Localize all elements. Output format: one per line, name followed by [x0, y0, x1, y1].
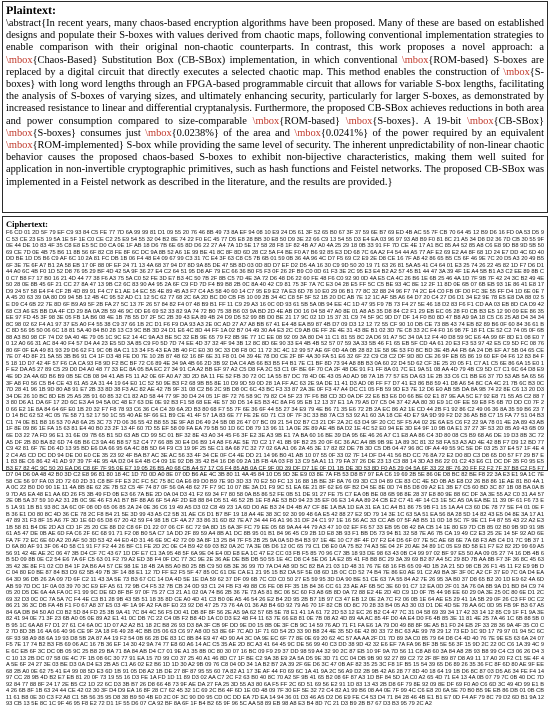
mbox-highlight: \mbox — [6, 140, 33, 152]
plaintext-box — [2, 1, 548, 213]
plaintext-segment: {0.0241%} of the power required by an equivalent — [320, 127, 545, 139]
mbox-highlight: \mbox — [252, 115, 280, 127]
plaintext-segment: \abstract{In recent years, many chaos-based encryption algorithms have been proposed. Many of these are based on established designs and populate their S-boxes with values derived from chaotic maps, following conventional implementation strategies to enable comparison with their original non-chaotic counterparts. In contrast, this work proposes a novel approach: a — [6, 18, 544, 54]
plaintext-segment: {0.0238%} of the area and — [171, 127, 295, 139]
mbox-highlight: \mbox — [401, 54, 429, 66]
mbox-highlight: \mbox — [345, 115, 373, 127]
mbox-highlight: \mbox — [503, 66, 530, 78]
plaintext-segment: {S-boxes} consumes just — [32, 127, 146, 139]
mbox-highlight: \mbox — [467, 115, 494, 127]
mbox-highlight: \mbox — [294, 127, 321, 139]
ciphertext-body: F6 CD 01 2D 5F 79 EF C9 93 84 C5 FE 77 7D 6A 99 99 81 D1 09 55 20 76 46 8B 49 73 8A EF 94 08 10 E9 24 D5 61 3F 52 65 B0 67 3F 37 59 6E B7 69 ED 4B AC 55 7F CB 70 64 45 12 B9 D6 16 FD 0A 53 D5 9C 53 CE 23 E5 19 5A 1E 5F 1E C0 CE C2 25 E9 54 55 32 04 B2 8E 74 22 F0 EC 45 77 D5 E8 28 BB 30 E8 50 D9 3E 22 66 C9 13 54 55 D3 E4 EA 03 96 97 93 A8 B9 F0 81 8C 21 A5 34 D8 D2 36 7D CB 30 55 9F 0E 44 DE 10 83 4F 35 C8 E8 E5 5C D0 CA 0E 1F AB 18 D6 7B 6E 65 8D D6 22 27 A4 7A 1D 5E 17 58 28 F8 1F 82 4B A7 A0 4A 25 29 18 0B 33 91 FF 7D CE 4E 17 A1 BC 85 A4 52 85 A8 C6 E8 9D B8 9D 5B 50 69 CE 7D 0E 4B 75 B6 11 8B 56 6F 82 C8 FE 8F 6C DC 9A 8B 52 A6 1E 99 BE 41 8C 8F 8D 6D 28 C2 5A F4 BE F0 A7 B6 92 85 E3 DD 68 7C 6A A2 F4 54 44 A5 77 AF E2 69 E2 A4 8F 68 1D 24 E7 DD 4C 6D 40 DD BE 1D D5 B6 C9 AF 6C 10 2A 81 FC DB 1B 06 F4 48 E4 09 67 99 C3 31 7C E4 3F 63 C8 C5 7B 6B 01 59 0B 36 4A 96 4C D7 F5 69 C2 E9 2E D8 CE 16 7F A8 42 86 65 B5 C5 6F 46 9E 7C 20 D5 A3 20 49 B5 6F 3E 7E 6F A7 B1 2A 58 EB 17 0F 88 0F EF 24 71 13 4A 68 37 94 D7 8D 9A 85 DE 47 5B 8D 03 0D 8D D7 EF D2 D5 4A 16 30 C9 9D 50 20 19 71 63 26 81 5A A5 41 C4 64 01 E3 25 74 26 22 45 82 1D F7 D6 D1 44 A0 6C 4B F0 1D 52 D8 76 95 29 BF 4D 42 5A 9F 36 27 E4 C2 64 51 95 D8 AF 79 EC 66 36 B0 F5 F3 0F 26 2F B9 C0 0D 61 F3 3E 2C 95 E3 E4 B2 A2 57 45 B1 44 47 3A 39 4F 1E A4 5B B1 A3 C2 EE 89 8B C0 C7 B8 F7 17 B0 16 21 4D 44 77 38 F6 A3 75 5A C0 52 FE 3D E7 B3 4C 50 7B 2F 8B C5 7D 4E 3A 72 D6 48 D6 22 60 FE 48 F6 C0 92 90 0D 4A E5 CA 4C 26 B6 1E 6B 25 46 4A 1D 7F 9B 7F 42 24 3C B2 49 4E 50 28 0E 8B 45 6F 21 CC 27 8A 47 13 9B C2 6C 83 90 A4 95 2A 6F C9 FD 7D F4 B9 B8 2B 0C 8A 40 42 C9 81 75 3F 7A 7C E3 04 28 E5 FF 5C C5 BE 93 4C 8E 12 2F 11 8D 0E 6B 07 6B EB 93 1E 86 41 E8 17 D9 24 57 58 E4 F4 CF 2B 4D 89 91 F4 C7 E1 AE 14 EC 55 4E 89 45 A3 F7 C4 A5 58 40 60 14 C7 95 E9 E2 7A E3 6D 78 10 E0 29 06 B1 77 8C 32 88 24 96 F7 74 2C E4 C0 FB 0F D0 FC 3E 55 FF D4 1D 6E 0E 7A 45 20 63 39 0A 80 D9 94 5B 12 4B 4C 95 52 AD C1 12 5C 62 77 68 2C 6A 2D BC D0 CB FB 10 09 2B 34 4C C8 5F 5F 52 1B 20 DC AB 7E 12 1C AF 5B A6 64 D7 20 C4 27 D6 D1 34 E2 9E 78 E5 E8 DA 88 02 5E D9 C4 6B 22 7E 8D 6F B9 A9 5F 2B FA 27 5C 13 7F 26 57 84 82 F4 07 48 B9 B1 FF 11 C9 29 A3 16 0C 0D 93 61 5B 5A 0B 94 EE 4C 1D 47 95 F9 7B 73 F4 27 5E 46 18 D2 83 F6 F1 CD AA 03 EB 8D CA D9 42 68 C3 A6 E5 BB DA 4F CD 29 8A 0A 2B 59 46 9C 0D E6 69 52 33 82 9A 74 72 B0 75 38 B6 03 9A BD 2D 4E AB D0 16 04 58 47 A0 8E 01 A8 A5 35 D8 84 C2 F1 29 EB EC 05 28 F0 CB B3 E5 12 90 09 EE 86 35 EE 97 FD 45 3F 98 3E 05 FB 1A B6 08 4E 1B 7B 55 D7 2F 5C 2B 39 43 EA 89 4B 24 D9 D5 52 99 8B D0 BE 21 17 9C 02 1D 15 37 31 C9 74 5F 9C 9D D7 DF 14 F0 B0 8D 47 B8 A9 9A 18 C5 C6 25 A8 D4 34 34 8C 98 02 62 F4 A1 97 37 E5 A0 F4 55 38 C9 37 66 1B 2C D1 F6 F9 DA 93 A3 2E 0C AD 27 A7 A8 BB 67 41 E4 48 EA B9 87 4B D7 09 D3 12 12 72 55 CF 90 10 DB CE 73 8B 43 74 EB 82 89 B6 0F 60 84 36 61 BC 8D 56 95 50 06 6C 18 81 5A 40 84 B0 28 13 C3 9C BB 3D 24 D1 E6 4C 8D 44 FF 1A 02 B7 04 49 30 A4 E3 2C C9 AB 0E FF 2E 4E 31 43 8E B1 02 3D 7E C8 33 2C F4 F0 16 98 7F 18 F1 CE 52 C2 74 05 0F 6B 88 A3 B0 98 CF 74 D2 9A 40 4E 79 05 1C 9C E2 14 4C 9A A3 BE 5C 32 EB 9E 65 79 F2 8B 9E 77 1C EE 08 92 09 3A 80 D4 11 C1 81 55 8C 2A D6 91 A7 5C 34 0A 12 F4 40 D8 59 9C E6 4A 99 6F 8D E1 08 E0 70 12 A0 66 31 AC 84 40 F4 57 D4 A4 23 E5 5D 3A 85 C9 F0 5D 7D 74 EE 4D 37 32 4F 94 3B 12 8C 8D 6E 90 33 E4 4B 4B 52 57 07 59 3A 33 5B 46 F1 65 EB 5F CD 4A 61 20 E3 F3 53 97 42 E5 C9 5D FC 08 76 80 6F 0F EA 49 81 93 29 D6 62 F1 9C 0B 8A C1 13 34 F5 43 EA 3B 40 FC E0 30 9C 33 D8 F8 0C 11 72 3C 4C 12 99 57 AE 6F 0D 4A 0B 28 82 1E 58 9E 53 F0 8C BD 3E 4B A4 FB 6A 24 DB EF A7 5B 04 65 CE 7E 07 4D 8F 21 5A 55 3B B6 91 C4 1F D3 48 FE D0 7E 10 2B 87 48 62 16 8F 6E 31 F8 01 04 39 4E 78 D0 CE 2F 8F 4A 30 FA 51 E6 32 6F 22 C9 C8 C2 DF 9D 8D CE 26 9F EB 65 86 19 60 EF 04 F6 12 83 84 F5 18 1D D7 42 4F 57 F6 CA CA 93 F8 9D F2 BC BF 72 C6 89 4E 34 9A 4B 66 2D 3B 92 DA C4 AB 66 B3 B5 F4 B1 7E C1 BF 8D 73 94 A8 8B B3 0A 60 22 D4 5D 62 CF 3E 25 20 05 F1 C7 A1 C5 6E 86 6A 15 E0 1F E2 DA A5 27 89 C5 29 D0 D4 A0 48 77 33 EC 8A 05 BA EC 27 34 91 CA A2 BB EF 97 A2 C5 D8 FA 2C 53 C1 0F BE 6F 70 CA 2F 48 DE 91 F1 FF 8A 01 7C E1 9A 51 08 AA 4D 79 4B C9 5D C7 C1 6C 64 D8 E9 4E 9D 2A 4A 6D B6 B9 0B 5E CB 08 94 41 AB F5 11 A2 0E 6F A0 A7 3D 2D 8A 11 FE 52 FB 30 72 0C 1A 55 B7 DC 78 4D 0E 43 05 A0 AD 98 7A 1B 77 57 E5 DA 63 1E 2B 33 C6 C1 BB E6 37 7D 53 AB 5A 65 56 3F A8 F0 56 C5 B4 CE 43 61 A5 2A 31 44 19 64 E0 1C 52 50 9E B3 F2 68 9B B5 8E 10 D9 9D 59 0D 28 1A FF AC 63 2E 9A DE 11 41 D3 AD 08 FF F7 D7 41 E3 86 B8 59 41 D8 A6 54 8C CA 4C 21 7B 6C B3 0C 7D 28 41 96 1B 9D 80 A8 91 E7 2B 33 8D 38 F3 AC 82 AE 42 7B 9F 31 08 C2 B6 2C 9B D8 0C 6C 43 BC F3 33 87 2A 3E 0F F3 47 A4 DC C1 05 FB 59 9D E3 7E 12 D6 E0 AB 5B DA 8A 9B 74 22 8E C6 13 20 D3 34 DE 26 10 BC 8D EB 25 A5 2B 91 60 85 32 C1 82 AD 58 44 77 9F 30 D4 24 05 1F 8F 72 76 58 9C 79 82 C4 5F 23 7F F6 B8 CD 3D 0A DF 22 E6 B3 E6 D0 66 BE 02 E1 87 9E AA 5C E7 92 E8 71 55 A5 C2 88 73 80 D6 A1 DA 6F 17 2D 6C E3 A4 94 5A 0C 48 E7 63 DE 0E 92 B3 F1 58 68 EE 4E 57 30 D5 14 E5 B3 4C 8A F6 95 EB 12 13 37 E1 1A 79 A5 D7 C5 04 37 42 AA 80 30 E9 1C 0F EE 59 E8 F5 6B 7D DD C0 7F 20 66 E2 1E 8A 84 64 6F E0 1B 20 32 F7 F8 78 93 C6 36 C4 C4 39 6A 2D B3 80 68 F7 55 7F 6E 36 6F 44 55 27 34 E9 79 4E B6 71 35 E6 72 2B 2A EC 86 A2 1E CD 44 2B F1 92 86 C2 49 06 36 8A 35 59 B6 23 7D 14 BC 62 52 4C 05 7E 58 71 52 17 50 1C 55 40 AE 5F 66 E1 B9 CE 41 4F 57 1A 83 6E 77 FE 2E 6D 71 C3 0F 7F 3C 33 B8 7A C3 53 92 A1 60 3A 18 CE 4D E7 9A 9D 99 F2 D2 36 A5 B8 C7 15 FA 77 51 04 B3 C1 74 0E B1 B8 16 53 70 A8 6A 25 3C 73 7D 06 36 55 42 B8 55 3E 9F A8 D6 49 24 5B 08 26 47 07 BC 09 21 54 D2 B7 C3 21 DF 2A 2C 63 D4 9F 20 CC 5F F5 A4 02 2E 6A E5 C6 F2 22 9A 78 01 4E 2A 89 43 AB 1F 8E 09 86 1E FA 15 63 81 E4 40 B0 23 2F 13 4F 60 7D 55 EF 58 09 FA EA 79 5B 50 1D 6C D8 79 13 96 11 1A 0E 2E 89 AE 4B 8A D2 1E 4C 52 E0 94 EE 3D E4 9F 10 9B 0A E1 37 27 3F 53 2D 85 A9 43 6B 09 6E D3 22 7A FD 96 E1 31 6E 09 7B 65 B1 5D 63 AB CD 99 5C 01 BF 32 8E 43 A0 34 45 F6 3F E2 3E A3 9B E1 7A BA 60 16 BE 39 DA 95 6E 46 26 A7 C1 E8 AA 86 C4 3D 80 08 C5 B9 68 A6 DE 19 D3 8B 3C 72 A5 DF 2B 80 BA 82 6D 74 6B B6 C3 9A 46 B8 57 52 C4 77 66 8B 30 E4 D6 B9 14 A8 F6 AE 5E 7D C2 17 41 8B 9F B2 25 20 0F 6C 36 AC A4 8B 9B 9E 1A 89 3C 81 32 58 FA 53 A3 AD 4E 42 8B F7 D9 12 BD 77 C9 42 81 6F 7E D6 4D 13 95 BD E6 DA 66 95 6A 4C 8B 5D 64 F9 C3 19 9F 25 5E C1 8A 68 7C 32 77 02 6A A1 06 2A 45 3E 17 82 82 DE 7B 3D C5 DB 04 47 96 8C 0F A4 49 55 9C 5E DF 03 25 37 E4 57 1F 4E 42 C4 A5 CD DC DD 94 DE D0 E0 CE 35 23 92 4F BA B7 AC 3E AC 56 33 4F 34 CE 0F C4 4E DD 21 14 96 B0 41 AB 10 07 55 0F 33 02 7F 14 DF D4 41 56 BD CC 76 8A 72 E2 D0 8D C3 D8 65 D0 57 F7 29 B7 E1 83 8E C6 86 42 41 AD 97 39 7F 4E 95 4A D2 04 E4 4B C4 09 1E 92 DB 35 42 B4 16 D8 09 2A 1B FB 4A 03 F8 13 C9 5A A1 11 79 FA 37 26 DE 23 13 C3 88 14 3D A3 B6 22 01 C2 43 E6 C1 DC DF 35 F0 95 E5 B3 E7 82 4C 9C 50 20 EA D6 C8 6F 7F 95 0E E7 19 05 26 B5 A0 68 CB A4 57 17 C6 F4 85 AB 0A CF 9F 0D 39 DF D7 1E 0F D1 1B DE 3D 53 8D F0 A5 29 04 5A 6F 33 22 8F 76 20 FF F2 F2 7F 37 B8 C2 F5 F7 D7 04 D6 0A 48 42 B0 3D C2 E8 96 81 80 18 4C 1D 7D 0D A0 8E 07 0D B6 AE 4C 3B 80 11 4A 45 84 10 D5 9D 3E E9 03 8E 7A FB 53 D8 B7 97 EA C6 19 69 2B 5E 86 0E D8 BC 82 BE F8 22 3A E3 E1 9A 1C 7E 58 CE 56 97 FA 03 2D 72 60 2D 31 C8 BF FF E3 2C FC 5C 75 8C 0A E6 89 D0 B9 7E 9D 3D 33 70 E2 50 FC 13 16 88 1B BE 3F 8A 76 09 3D C3 04 89 CE 83 CC 4E 5D 0B A5 E8 D2 26 B8 86 1E AE 81 B0 4A 1A 0C 22 B0 D0 90 1E 11 4A 8B 8E 62 2E 7B 52 C5 4F 74 87 0F 56 0A 48 62 7F F7 9C 10 07 8E 3A D1 F9 9C 51 EA 6E 21 8F 62 E6 6F B2 D4 5E 8E 0D 74 B5 D8 09 A2 E1 3B E7 C5 60 BD 3C 87 1B 08 BA 0A B9 7D A5 EA 48 E1 AA 6D 26 F5 3B 49 FD 0B E3 66 7A BE 2D 0A 04 D3 41 F2 69 34 F7 80 58 0A B5 86 52 FE 0B 51 DE 91 27 FE 75 C7 EA 0B BE 08 6B 98 8E 28 37 E8 80 9E 88 6C DF 3A 3E 55 A2 C0 31 A4 57 2E 0B 5A 37 59 10 A2 31 2B 0C 9E 46 F3 A1 B7 BF 88 A6 6F 54 AF 2D E8 88 84 D5 51 46 52 2B 1E F8 AE 53 BD 94 23 35 EF 06 E3 14 AA 89 24 CB E2 C7 41 4F 14 C3 1E 5C A5 0A EA BE 11 39 0F 61 F6 73 E5 1A 91 1B B1 93 8C 3A 6C 0F 08 0D 65 06 85 2A 24 0E 36 C6 19 49 A5 D3 02 C8 49 23 1A 6D D0 AE B3 24 D4 4B A7 CF 8E 1A BA 1D EA 31 EA 1C A4 B1 86 75 9B F1 15 1A A4 C3 60 DE 78 77 5E F4 01 0E FB 36 E1 D0 80 8C 4D 36 CE 78 2C F8 B4 21 5E 3D 99 43 A5 C2 5B 31 AE C6 D1 B7 BF 19 18 A4 4E 38 3C 92 30 99 48 6A E5 42 88 27 E2 9D 79 14 3E 1C 63 5A 51 EA 56 8A 28 5D 14 82 43 E5 04 8E 3A 17 A1 47 89 31 F3 8F 15 A6 7F 3D 1E 6D 65 D8 67 20 42 59 F4 98 1B CF 4A 27 33 86 31 6D 82 7E A7 34 44 F6 A1 96 31 DF 24 C1 97 1E 16 56 AC 33 CC AB 07 5F A8 B5 11 0D 18 5C 7F 9E C1 F4 87 55 43 22 A2 E3 1B 58 81 B4 DE 2D A3 CD 1F 25 20 CE 88 D2 C8 6F D1 22 07 06 CF 6C 72 9A 8D 15 6A 3F FC 79 EE 05 68 9A A4 44 79 A3 47 10 02 EF F6 57 33 EB 95 08 42 8A CB 14 1E 80 E9 7D CB 85 02 B0 9B 9D 91 9B 61 A5 47 DE 0B AE 6D FA C6 2F 6C 68 91 71 F2 08 B0 5A C7 1A DD 2F 89 59 A4 8B A1 DC 8B 95 01 B1 84 96 45 C9 2B 1D E8 3B 93 F1 BB D5 73 94 B1 32 58 7E A6 7B CA 19 49 C2 E3 25 2E 14 5F 92 AD 6E FA 7F 72 EC 6E 60 A2 20 AF 50 3D 53 42 44 E0 4D 31 46 6E 9C 42 72 09 3A 8F 13 25 84 7F F5 2B 25 9A 0A 5D B4 B3 97 1E 4E 10 C7 8F 4F D7 F2 E4 D5 6F 07 7E 5C AE 68 6E 7A 68 F3 AB C4 D1 7C 9B 37 1D 6A 80 AF 91 3F 06 4D 58 C1 91 F7 F2 44 26 BF C1 FE 2D 2C 0E C4 B9 42 69 03 B2 0A 2C 7A 3E 0B D6 12 0C 65 79 C1 D8 E0 0A 75 B2 74 A3 5E 04 2F 20 AE 34 89 1C 05 E9 8D 58 E1 F7 E2 82 2D 99 69 A5 56 91 42 4E AE 2C 06 47 3B D4 CF 7C 43 67 1D DF E7 C1 3A 95 48 5F 6A 9E 04 E4 0D E8 EA 1C 47 E2 CC 03 FB F5 85 70 96 C7 3B 18 93 DE 98 63 43 0B C4 99 97 02 BF 97 E5 50 AA 09 05 27 74 16 DB 4B 6B 5D 09 8B 0E C2 54 E6 7A 6F C5 63 01 F2 79 A2 ED 38 F4 0F DC 77 3C 9E 2E 36 AE DE BB DB 50 55 1E 4C D8 C4 5E D6 1A E2 85 41 F8 B8 8C 29 3A 39 69 B2 87 A4 5C 29 8D 7B AA 8B F7 3F 36 8C 45 63 35 42 3E 8E F1 02 CD B4 1F 2A B6 A4 57 CE 98 1E 18 4B 2A B5 A0 B0 25 8B C9 50 6B 3E 36 99 7D 7A D4 A8 9D 5C 82 BA 21 03 1D 48 31 76 7E 68 16 FB 65 09 4D 1B 2A 21 5D 98 CB 26 F1 45 11 F2 E9 9B DC 04 80 E0 BE 87 84 B3 D9 62 5B 49 7B 3F 14 88 E1 12 7D FF E2 F5 5F 47 85 0C 61 DE CA E1 21 95 15 B2 DA 5F 5E 08 6D 1B 0C CD 52 74 B4 7E 86 E0 AE 91 C2 A9 BA 3F 3F 0C A2 CF 37 E0 7C 0A D4 EA 64 3D 96 DB 26 2A 09 7D 6F C2 11 43 3A 5E 73 B3 67 CC 14 DA 4D 5E 1E DA 59 62 37 DF 09 6B 7C CD C0 50 27 E5 59 95 3D DA 90 BE 51 CE 63 7A 55 84 A2 7E 26 95 3A B0 37 D8 65 B2 20 1D E9 62 4A 6D AB 59 7D DC 1F 0A 03 39 70 3C E9 EF A5 61 72 9B C4 F5 32 7B CB 24 0D 93 C1 24 FB F3 49 88 C6 FE 08 FF 35 1B 84 36 CC 61 23 AE AF 6B 5C 3E 60 91 C7 12 EA 0D 2F 01 3A 76 0A 8B 9A D1 BD 84 C9 74 05 20 D5 DE 6A 4A FA 0C F1 99 9C DE 6D 8F BF 97 0F 75 27 C3 21 A1 02 0A 74 B6 2B 36 7E 73 A5 81 BC 06 5C 60 F3 A8 6B 8D 0A 72 88 E2 4E 2D 4D C9 1D 0F 7B 44 98 EE 60 29 0A 3E 25 0C 80 6E D1 2C 69 32 D3 0C 0C 7A 5A 7C F4 4E C3 B1 28 9B 43 5B 51 18 35 8D CE A0 4D 41 C3 B0 0E A5 46 54 26 E2 B4 2D 95 2B B7 1B 97 C3 47 EB 12 0E 2A 7C F2 06 0B 1E 64 AE E5 29 41 1A 5B 29 0F 26 C3 FF 0C C2 86 21 36 3C DB FA 4B F1 F0 67 A8 37 E5 03 4F 1A 9F A2 FA 8F E0 23 92 D8 47 25 73 76 4A 01 36 A8 B4 6D 92 79 A6 70 1F 82 CB 0D 8C 70 28 33 B4 05 A3 30 03 D1 DE 4D 5E 78 AA 6C 0D 95 FB 9F B3 67 A5 84 6A DB 84 50 A0 C0 B2 5D 84 FD 25 3B 9A 41 7C 84 4C 56 F5 D0 41 DB 8F 8F 56 2E A5 9A 62 57 6B 5E 78 E1 41 1A 61 72 2D 53 12 EC 26 B2 C4 47 7C 31 04 58 69 39 34 17 42 33 14 12 85 C9 1F F1 9A 3E 82 41 94 0E 71 3F 23 6B A0 05 0E 89 A2 E1 41 0C DB 7C 22 C4 0B F2 B8 4D 1A C0 D3 E2 48 F4 11 63 7E 66 E8 81 0E 7B 08 A2 4D 89 4A AC 85 4F D0 4A E4 D0 F6 4B 85 3E 11 81 4E 25 7A 46 1C 6B 88 5B 0B 95 1C 6A A8 F7 D1 27 61 C4 6A 0C 1D 07 A2 A2 B1 18 2C B8 26 93 D3 8A 3F CB 9F DD 9E D0 15 8B 0E 3F CB 9C 14 59 76 AD 71 F1 FA E6 1A 79 D0 49 88 8F 9E A5 B1 F0 24 EB 2F 33 28 36 9A 4F 35 C0 C2 7D 8D 3B 16 4A 66 40 96 CE 9F 2A 18 F6 49 28 4C BB D5 06 63 C6 97 A8 0D 53 8E 6F 7C AD 1F 71 6D 54 2D 33 90 B8 24 4E 35 5D 6E 42 80 33 72 BC 63 AE 99 78 29 12 73 ED 1C 9D 17 79 97 01 94 5C 6C 6F 93 98 A9 88 6A 19 93 D8 5B 2A 87 A4 19 F2 54 0B 66 28 DE 83 1C 8B 84 E9 47 4D 90 A4 3C 0A 9E EC 6F 77 8E 0E 69 20 62 4C 57 AA AA 2F D1 7D 89 3A C0 85 79 64 D8 C4 4D 40 76 7E 9E E5 63 6A 24 07 F5 7E 17 74 B2 B3 FB 69 06 AC 16 7B 36 EF 14 30 42 9A 74 77 E8 60 A6 14 AC C5 35 AE 2D 8C A3 41 64 45 9C DE 56 99 40 C3 DD 38 9D 42 32 E6 EF 7A FA 96 BF 3B 5E 56 3F 15 9D 2C 22 0C C6 1A 39 4C 9E 6C EB 6F 3C DC 0B 05 9C 25 B8 29 BA 71 8A 84 AB D4 C7 01 9E A1 35 8B 0C 80 30 07 16 BC 09 F9 29 37 DD 98 59 A4 32 90 2C 87 EB 10 9F 9A 7D 56 11 C8 A8 60 3A 84 A8 2B 93 B8 99 C4 C3 06 26 D4 3C 10 13 2B DC 07 58 0E 4C 7F 1B 08 6C 30 77 91 EA 15 7D 99 C0 37 25 40 A1 46 8D C7 1F BE C2 9A 38 E9 2A 5A D5 9E 3D 71 CC 04 DB 9B 90 92 27 89 C2 72 2F 8F B9 87 D8 A9 11 17 A0 20 F2 C1 5E 4F 4A 5E 6F 24 27 3E 03 BE D3 0A D4 E3 2B A5 C1 A6 02 E2 B6 1D 1D 30 A2 9B 09 76 C8 04 0D 34 1A B2 B7 2A 39 2F 6E D6 3C 47 0B AF 82 35 25 3C F8 1F B5 15 54 39 65 D6 89 26 35 36 FC 8F 6D 80 AE 9F EE 68 2B A0 0E 62 75 41 E4 99 08 5D E3 6D 1B 91 05 D8 A2 1B DE 27 8F 87 95 55 60 7A 82 A1 17 3E AF 44 F0 69 6C 1A 41 9A 2C 56 A9 D2 2B 9B 42 A6 28 77 8D 40 18 64 19 1B D6 8C 87 03 D5 A6 34 FE F4 14 97 CC 28 9B 4D B2 E7 EB 81 20 0F 73 19 55 16 D3 FE 1A FD 1D 11 89 D3 02 AA C7 2C F2 63 B0 40 8C 70 A2 5F 9B 41 65 B2 08 6F 87 A3 1D BF 84 5D 1A C0 A2 65 4D 71 E4 13 4A 0B 07 79 7C 0B 40 DC 7D 92 84 77 88 8F 24 17 2E B5 C2 1D 22 6C D3 3B B7 26 D8 66 48 73 9F AE DA 27 FA 25 3D 55 A3 80 6A F5 FF 2C 6D 51 69 56 E2 91 1D 83 13 43 2B D8 6F 79 8E 92 09 8E DF 69 F0 A0 C6 6D 3C 49 4D 99 E1 B4 26 6B 8F 1B 63 24 44 CE 42 02 30 3F D4 D9 EA 16 8F 28 C7 62 45 32 1C 69 2C B6 4F 6D 1E 0D 48 09 7F 30 EF 5E 32 72 C4 82 A1 99 B6 08 A4 0E 7F 99 4C C6 E8 20 6A 5E 70 B0 B5 9E EB 86 DB 01 0B CB 11 61 B8 0E 30 C3 F2 A8 C1 5B 56 35 95 D8 38 B9 50 4B E0 2C 0F 3C 90 D0 95 CD 0C DD EA 7D EA 14 94 36 01 D3 46 A5 D2 D6 E9 FE C4 53 D4 71 84 28 46 4B E1 B1 E7 0D F4 AF 79 8C 79 D2 6D B1 9A 12 93 CB 13 5E 8C 1C 9F 46 95 F8 E2 72 D1 1F 55 D6 07 CA 92 BF 8A 6F 1F B4 B2 65 9F 96 5C AA 58 89 EB 98 A8 E3 B4 8D 7C 21 D3 B9 2B B7 67 D3 B3 95 79 2C A2 — [6, 230, 544, 708]
plaintext-segment: {ROM-implemented} S-box while providing the same level of security. The inherent unpredictability of non-linear chaotic behavior causes the proposed chaos-based S-boxes to exhibit non-bijective characteristics, making them well suited for application in non-invertible cryptographic primitives, such as hash functions and Feistel networks. The proposed CB-SBox was implemented in a Feistel network as described in the literature, and the results are provided.} — [6, 140, 544, 188]
plaintext-segment: {ROM-based} S-boxes are replaced by a digital circuit that directly executes a selected chaotic map. This method enables the construction of — [6, 54, 544, 78]
mbox-highlight: \mbox — [145, 127, 172, 139]
ciphertext-title: Ciphertext: — [6, 219, 49, 229]
plaintext-segment: {ROM-based} — [279, 115, 346, 127]
plaintext-segment: {S-boxes}. A 19-bit — [372, 115, 468, 127]
ciphertext-box — [2, 216, 548, 708]
mbox-highlight: \mbox — [6, 127, 33, 139]
plaintext-segment: {CB-SBox} — [493, 115, 544, 127]
mbox-highlight: \mbox — [6, 54, 33, 66]
plaintext-segment: {Chaos-Based} Substitution Box (CB-SBox) implementation, in which conventional — [32, 54, 402, 66]
plaintext-body — [6, 18, 544, 189]
plaintext-segment: {S-boxes} with long word lengths through an FPGA-based programmable circuit that allows for variable S-box lengths, facilitating the analysis of S-boxes of varying sizes, and ultimately enhancing security, particularly for larger S-boxes, as demonstrated by increased resistance to linear and differential cryptanalysis. Furthermore, the proposed CB-SBox achieves reductions in both area and power consumption compared to size-comparable — [6, 66, 544, 127]
plaintext-title: Plaintext: — [6, 3, 56, 17]
